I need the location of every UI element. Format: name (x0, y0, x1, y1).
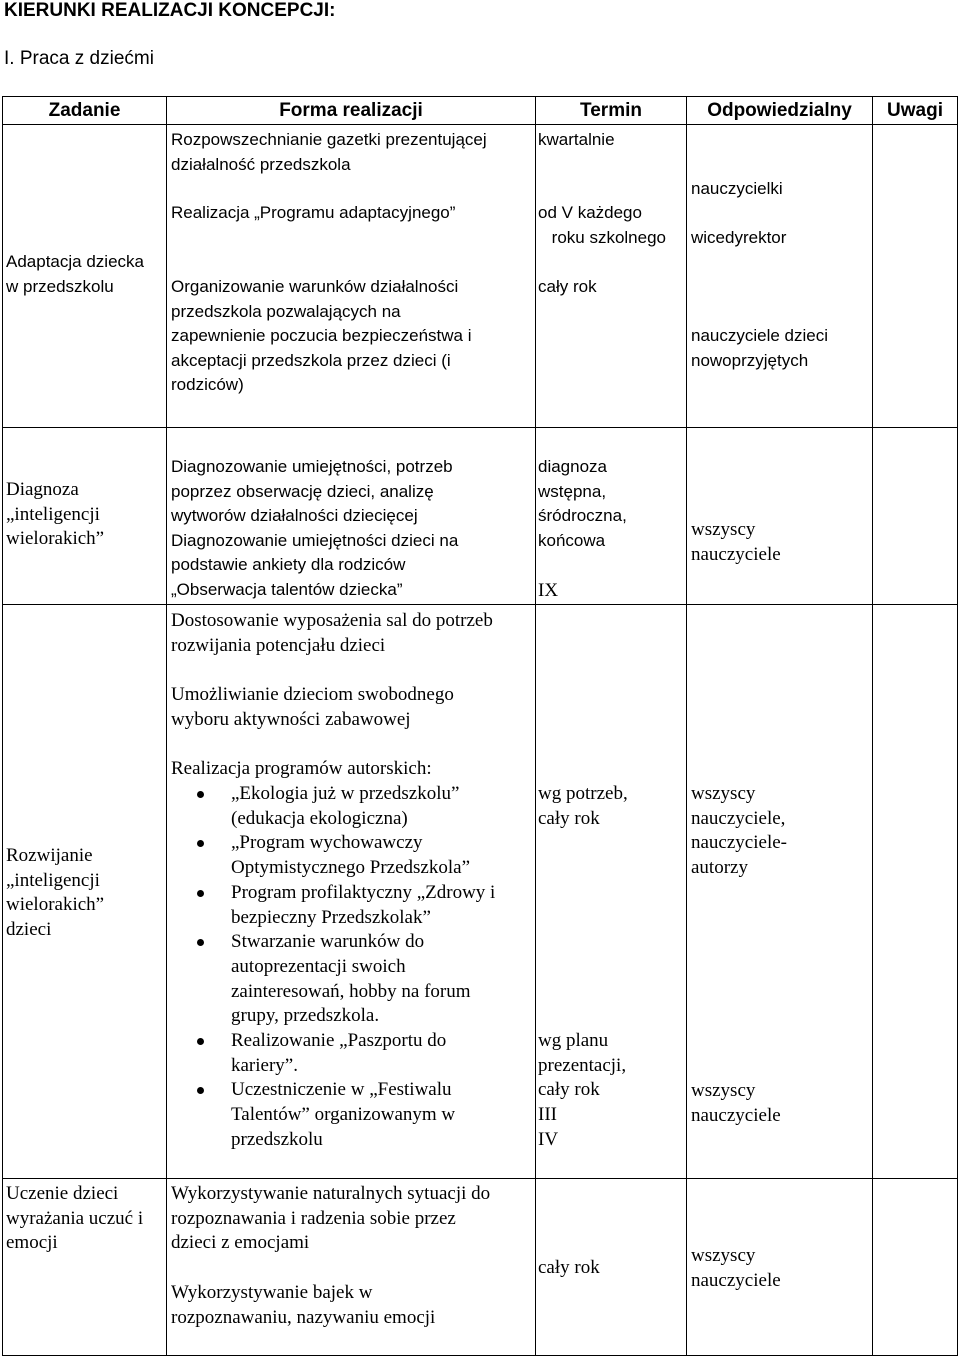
responsible-cell (687, 1179, 873, 1356)
task-line: Uczenie dzieci (6, 1183, 119, 1204)
term-line: prezentacji, (538, 1054, 627, 1076)
responsible-line: wszyscy (691, 519, 756, 540)
bullet-icon (197, 939, 204, 946)
term-text (538, 201, 666, 250)
term-line: wg potrzeb, (538, 783, 628, 804)
concept-table (2, 96, 958, 1356)
term-line: od V każdego (538, 203, 642, 222)
form-line: rozpoznawaniu, nazywaniu emocji (171, 1306, 436, 1328)
form-text (171, 128, 487, 177)
task-line: emocji (6, 1232, 58, 1254)
form-text (171, 1281, 435, 1330)
form-line: wytworów działalności dziecięcej (171, 506, 418, 525)
term-text: IX (538, 580, 559, 601)
list-item: „Program wychowawczy Optymistycznego Przedszkola” (167, 831, 495, 880)
task-line: wielorakich” (6, 528, 105, 550)
notes-cell (873, 428, 958, 605)
term-line: IV (538, 1128, 559, 1150)
task-line: Diagnoza (6, 479, 79, 500)
form-line: poprzez obserwację dzieci, analizę (171, 481, 434, 501)
form-line: wyboru aktywności zabawowej (171, 708, 411, 730)
task-cell (3, 125, 167, 428)
responsible-cell (687, 605, 873, 1179)
responsible-line: wszyscy (691, 1245, 756, 1266)
list-item: Realizowanie „Paszportu do kariery”. (167, 1029, 495, 1078)
term-line: końcowa (538, 530, 606, 550)
responsible-text (691, 782, 787, 881)
form-text (171, 455, 458, 602)
responsible-line: nauczyciele (691, 1104, 781, 1126)
term-text (538, 455, 627, 553)
form-cell (167, 428, 536, 605)
task-text (6, 250, 144, 299)
table-row (3, 428, 958, 605)
term-text (538, 1029, 626, 1153)
form-line: Wykorzystywanie bajek w (171, 1282, 373, 1303)
term-cell (536, 605, 687, 1179)
responsible-cell (687, 428, 873, 605)
form-text: Realizacja „Programu adaptacyjnego” (171, 203, 456, 222)
column-header-term: Termin (536, 97, 687, 125)
notes-cell (873, 125, 958, 428)
responsible-cell (687, 125, 873, 428)
column-header-task: Zadanie (3, 97, 167, 125)
term-text: cały rok (538, 277, 597, 296)
responsible-text (691, 324, 828, 373)
term-line: śródroczna, (538, 506, 627, 525)
form-line: Umożliwianie dzieciom swobodnego (171, 684, 454, 705)
responsible-text: wicedyrektor (691, 228, 787, 247)
responsible-text (691, 1244, 781, 1293)
form-line: „Obserwacja talentów dziecka” (171, 579, 403, 599)
task-line: „inteligencji (6, 869, 100, 891)
task-line: w przedszkolu (6, 276, 114, 296)
form-line: podstawie ankiety dla rodziców (171, 555, 406, 574)
table-row (3, 605, 958, 1179)
form-line: Diagnozowanie umiejętności dzieci na (171, 530, 459, 550)
task-line: Rozwijanie (6, 845, 93, 866)
form-line: dzieci z emocjami (171, 1232, 310, 1254)
responsible-line: nowoprzyjętych (691, 350, 809, 370)
responsible-line: nauczyciele (691, 1269, 781, 1291)
form-line: Rozpowszechnianie gazetki prezentującej (171, 130, 487, 149)
form-text (171, 275, 472, 398)
responsible-line: nauczyciele- (691, 832, 787, 854)
section-title: I. Praca z dziećmi (4, 48, 154, 69)
form-line: zapewnienie poczucia bezpieczeństwa i (171, 326, 472, 345)
form-line: rozpoznawania i radzenia sobie przez (171, 1207, 456, 1229)
form-text (171, 683, 454, 732)
form-cell (167, 125, 536, 428)
term-line: wg planu (538, 1030, 609, 1051)
form-cell (167, 1179, 536, 1356)
form-line: Organizowanie warunków działalności (171, 277, 459, 296)
list-item: Program profilaktyczny „Zdrowy i bezpieczny Przedszkolak” (167, 881, 495, 930)
column-header-form: Forma realizacji (167, 97, 536, 125)
responsible-line: wszyscy (691, 1080, 756, 1101)
form-line: Wykorzystywanie naturalnych sytuacji do (171, 1183, 491, 1204)
bullet-icon (197, 791, 204, 798)
responsible-line: nauczyciele dzieci (691, 326, 829, 345)
notes-cell (873, 1179, 958, 1356)
document-heading: KIERUNKI REALIZACJI KONCEPCJI: (4, 0, 336, 21)
task-cell (3, 428, 167, 605)
term-text (538, 782, 628, 831)
form-text (171, 1182, 490, 1256)
column-header-responsible: Odpowiedzialny (687, 97, 873, 125)
form-cell (167, 605, 536, 1179)
term-line: cały rok (538, 807, 600, 829)
form-line: Dostosowanie wyposażenia sal do potrzeb (171, 610, 493, 631)
term-text: kwartalnie (538, 130, 615, 149)
task-line: wyrażania uczuć i (6, 1207, 144, 1229)
task-line: Adaptacja dziecka (6, 252, 144, 271)
term-line: cały rok (538, 1079, 600, 1101)
form-text: Realizacja programów autorskich: (171, 758, 432, 779)
bullet-icon (197, 1087, 204, 1094)
task-text (6, 844, 104, 943)
term-line: roku szkolnego (551, 227, 666, 247)
responsible-line: nauczyciele (691, 543, 781, 565)
term-text: cały rok (538, 1257, 600, 1278)
table-row (3, 125, 958, 428)
form-text (171, 609, 493, 658)
responsible-line: wszyscy (691, 783, 756, 804)
header-row (3, 97, 958, 125)
task-line: „inteligencji (6, 503, 100, 525)
responsible-text (691, 1079, 781, 1128)
task-line: dzieci (6, 919, 52, 941)
task-text (6, 1182, 143, 1256)
program-list (167, 782, 495, 1153)
responsible-line: autorzy (691, 857, 748, 879)
bullet-icon (197, 890, 204, 897)
list-item: Uczestniczenie w „Festiwalu Talentów” organizowanym w przedszkolu (167, 1078, 495, 1152)
bullet-icon (197, 840, 204, 847)
task-text (6, 478, 104, 552)
term-cell (536, 125, 687, 428)
table-row (3, 1179, 958, 1356)
list-item: Stwarzanie warunków do autoprezentacji swoich zainteresowań, hobby na forum grupy, przedszkola. (167, 930, 495, 1029)
bullet-icon (197, 1038, 204, 1045)
form-line: przedszkola pozwalających na (171, 301, 401, 321)
task-cell (3, 605, 167, 1179)
notes-cell (873, 605, 958, 1179)
responsible-text (691, 518, 781, 567)
term-cell (536, 428, 687, 605)
form-line: akceptacji przedszkola przez dzieci (i (171, 350, 451, 370)
term-line: wstępna, (538, 481, 607, 501)
term-line: III (538, 1104, 557, 1126)
term-cell (536, 1179, 687, 1356)
form-line: działalność przedszkola (171, 154, 351, 174)
task-cell (3, 1179, 167, 1356)
list-item: „Ekologia już w przedszkolu” (edukacja ekologiczna) (167, 782, 495, 831)
form-line: rodziców) (171, 375, 244, 394)
form-line: rozwijania potencjału dzieci (171, 634, 386, 656)
term-line: diagnoza (538, 457, 608, 476)
responsible-text: nauczycielki (691, 179, 783, 198)
form-line: Diagnozowanie umiejętności, potrzeb (171, 457, 453, 476)
responsible-line: nauczyciele, (691, 807, 786, 829)
column-header-notes: Uwagi (873, 97, 958, 125)
task-line: wielorakich” (6, 894, 105, 916)
